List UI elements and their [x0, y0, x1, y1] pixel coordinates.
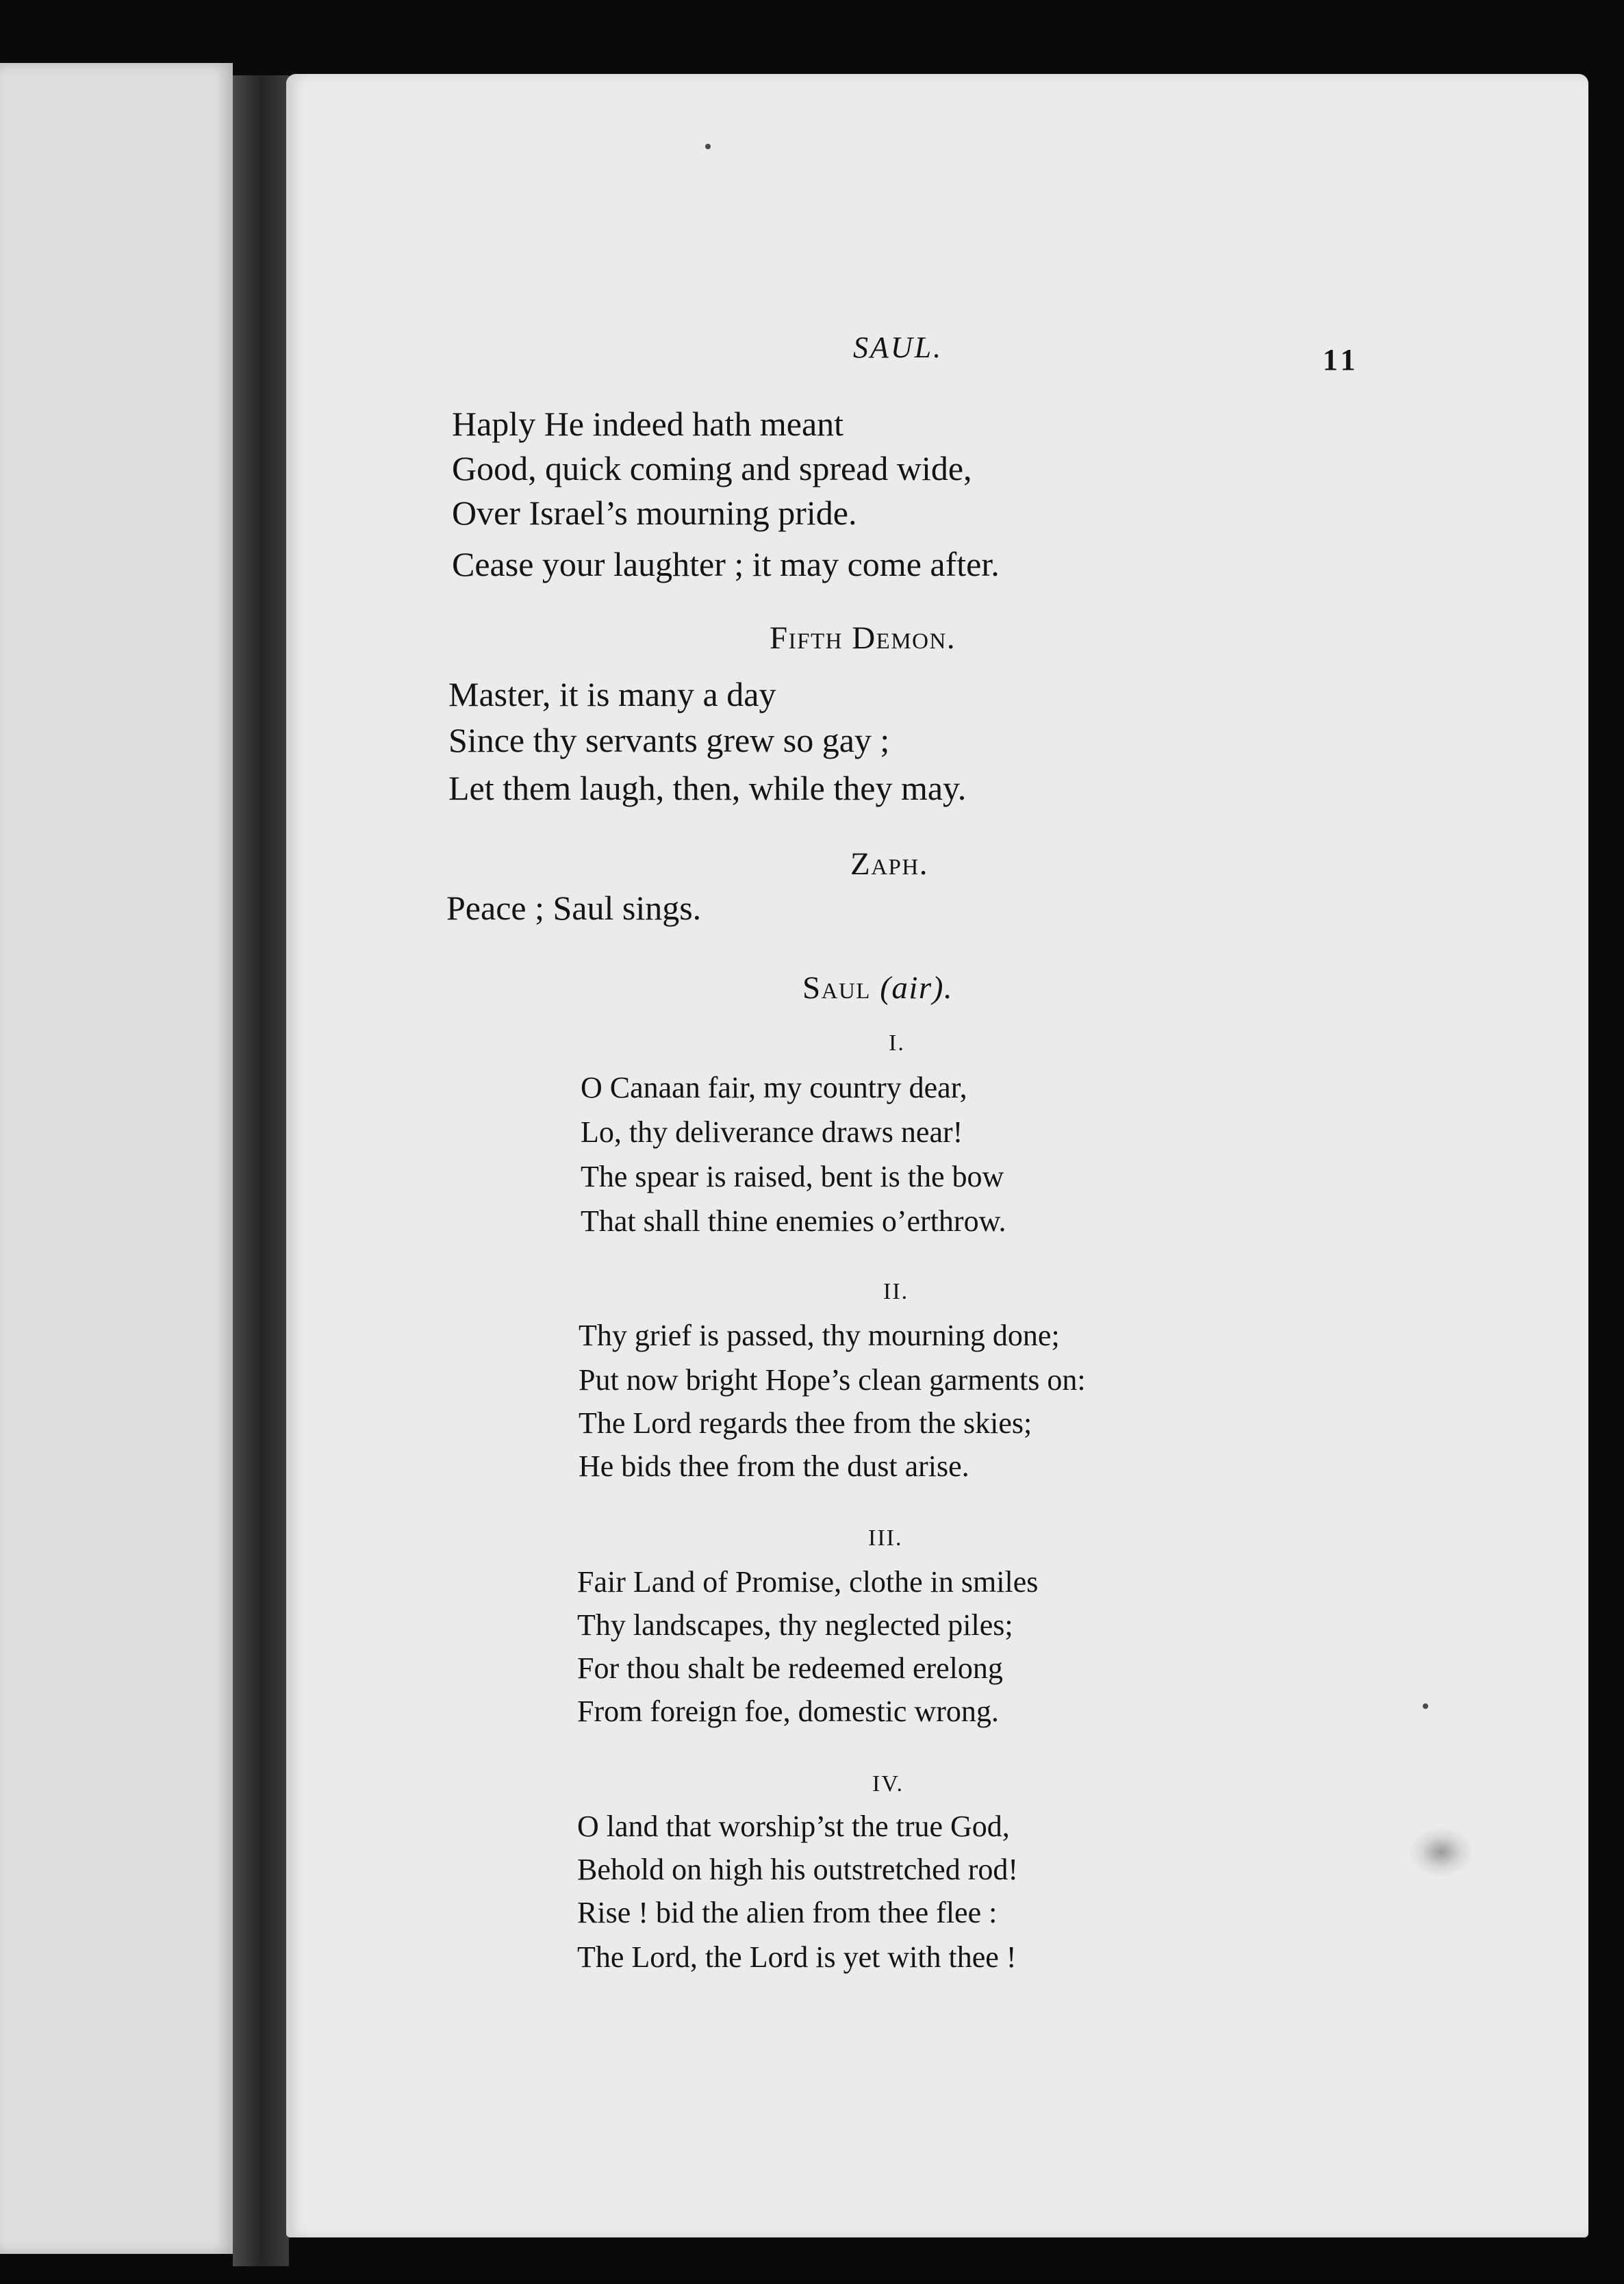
speaker-name: Saul [802, 970, 871, 1006]
verse-line: The Lord, the Lord is yet with thee ! [577, 1940, 1017, 1974]
verse-line: For thou shalt be redeemed erelong [577, 1651, 1003, 1685]
book-gutter [233, 75, 289, 2266]
verse-line: Put now bright Hope’s clean garments on: [579, 1363, 1086, 1397]
speck [705, 144, 711, 149]
verse-line: Haply He indeed hath meant [452, 405, 844, 443]
speaker-heading: Fifth Demon. [770, 620, 956, 656]
verse-line: Let them laugh, then, while they may. [448, 769, 967, 807]
verse-line: Over Israel’s mourning pride. [452, 494, 857, 532]
verse-line: Rise ! bid the alien from thee flee : [577, 1896, 998, 1929]
running-title: SAUL. [853, 331, 943, 364]
verse-line: Peace ; Saul sings. [446, 889, 702, 927]
verse-line: That shall thine enemies o’erthrow. [581, 1204, 1006, 1238]
verse-line: Good, quick coming and spread wide, [452, 449, 972, 487]
verse-line: The spear is raised, bent is the bow [581, 1160, 1004, 1193]
stanza-numeral: II. [883, 1279, 909, 1304]
verse-line: Cease your laughter ; it may come after. [452, 545, 1000, 583]
speck [1423, 1703, 1428, 1709]
speaker-note: (air). [880, 970, 954, 1006]
ink-smudge [1410, 1828, 1472, 1876]
verse-line: O land that worship’st the true God, [577, 1810, 1010, 1843]
speaker-heading [802, 969, 953, 1006]
verse-line: From foreign foe, domestic wrong. [577, 1695, 999, 1728]
verse-line: Thy grief is passed, thy mourning done; [579, 1319, 1060, 1352]
verse-line: Lo, thy deliverance draws near! [581, 1115, 963, 1149]
verse-line: He bids thee from the dust arise. [579, 1449, 969, 1483]
verse-line: O Canaan fair, my country dear, [581, 1071, 967, 1104]
verse-line: Master, it is many a day [448, 675, 776, 713]
verse-line: Behold on high his outstretched rod! [577, 1853, 1019, 1886]
speaker-heading: Zaph. [850, 846, 928, 882]
stanza-numeral: IV. [872, 1771, 904, 1797]
page-number: 11 [1323, 343, 1360, 377]
stanza-numeral: I. [889, 1030, 905, 1056]
verse-line: Since thy servants grew so gay ; [448, 721, 890, 759]
verse-line: Fair Land of Promise, clothe in smiles [577, 1565, 1039, 1599]
verse-line: The Lord regards thee from the skies; [579, 1406, 1032, 1440]
stanza-numeral: III. [868, 1525, 903, 1551]
verse-line: Thy landscapes, thy neglected piles; [577, 1608, 1013, 1642]
facing-page-edge [0, 63, 233, 2254]
